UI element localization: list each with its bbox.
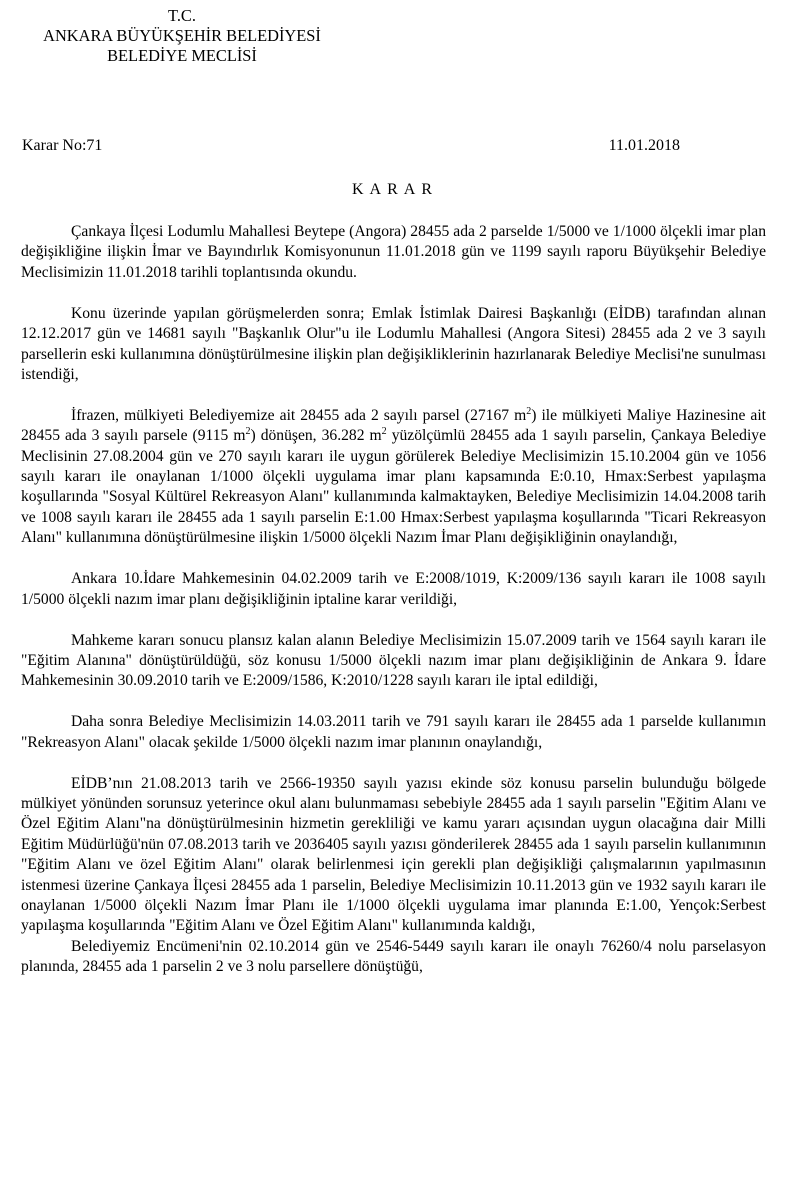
superscript-squared: 2 [381,426,387,438]
paragraph-2: Konu üzerinde yapılan görüşmelerden sonra; Emlak İstimlak Dairesi Başkanlığı (EİDB) tarafından alınan 12.12.2017 gün ve 14681 sayılı "Başkanlık Olur"u ile Lodumlu Mahallesi (Angora Sitesi) 28455 ada 2 ve 3 sayılı parsellerin eski kullanımına dönüştürülmesine ilişkin plan değişikliklerinin hazırlanarak Belediye Meclisi'ne sunulması istendiği, [21,304,766,383]
paragraph-3-part-b: ) ile mülkiyeti Maliye Hazinesine ait 28455 ada 3 sayılı parsele (9115 m [21,406,766,445]
superscript-squared: 2 [526,405,532,417]
paragraph-3-part-a: İfrazen, mülkiyeti Belediyemize ait 28455 ada 2 sayılı parsel (27167 m [71,406,527,424]
header-council: BELEDİYE MECLİSİ [107,46,257,65]
paragraph-3-part-d: yüzölçümlü 28455 ada 1 sayılı parselin, Çankaya Belediye Meclisinin 27.08.2004 gün ve 270 sayılı kararı ile uygun görülerek Belediye Meclisimizin 15.10.2004 gün ve 1056 sayılı kararı ile onaylanan 1/1000 ölçekli uygulama imar planı kapsamında E:0.10, Hmax:Serbest yapılaşma koşullarında "Sosyal Kültürel Rekreasyon Alanı" kullanımında kalmaktayken, Belediye Meclisimizin 14.04.2008 tarih ve 1008 sayılı kararı ile 28455 ada 1 sayılı parselin E:1.00 Hmax:Serbest yapılaşma koşullarında "Ticari Rekreasyon Alanı" kullanımına dönüştürülmesine ilişkin 1/5000 ölçekli Nazım İmar Planı değişikliğinin onaylandığı, [21,427,766,547]
superscript-squared: 2 [245,426,251,438]
document-title: KARAR [351,181,438,198]
document-body [21,222,766,978]
header-tc: T.C. [168,6,196,25]
document-header [32,6,332,66]
decision-number: Karar No:71 [22,137,103,154]
decision-meta [22,136,680,156]
decision-date: 11.01.2018 [608,137,680,154]
paragraph-8: Belediyemiz Encümeni'nin 02.10.2014 gün ve 2546-5449 sayılı kararı ile onaylı 76260/4 nolu parselasyon planında, 28455 ada 1 parselin 2 ve 3 nolu parsellere dönüştüğü, [21,937,766,976]
header-municipality: ANKARA BÜYÜKŞEHİR BELEDİYESİ [43,26,321,45]
paragraph-5: Mahkeme kararı sonucu plansız kalan alanın Belediye Meclisimizin 15.07.2009 tarih ve 1564 sayılı kararı ile "Eğitim Alanına" dönüştürüldüğü, söz konusu 1/5000 ölçekli nazım imar planı değişikliğinin de Ankara 9. İdare Mahkemesinin 30.09.2010 tarih ve E:2009/1586, K:2010/1228 sayılı kararı ile iptal edildiği, [21,631,766,690]
paragraph-3 [21,406,766,549]
paragraph-1: Çankaya İlçesi Lodumlu Mahallesi Beytepe (Angora) 28455 ada 2 parselde 1/5000 ve 1/1000 ölçekli imar plan değişikliğine ilişkin İmar ve Bayındırlık Komisyonunun 11.01.2018 gün ve 1199 sayılı raporu Büyükşehir Belediye Meclisimizin 11.01.2018 tarihli toplantısında okundu. [21,223,766,281]
paragraph-7: EİDB’nın 21.08.2013 tarih ve 2566-19350 sayılı yazısı ekinde söz konusu parselin bulunduğu bölgede mülkiyet yönünden sorunsuz yeterince okul alanı bulunmaması sebebiyle 28455 ada 1 sayılı parselin "Eğitim Alanı ve Özel Eğitim Alanı"na dönüştürülmesinin hizmetin gerekliliği ve kamu yararı açısından uygun olacağına dair Milli Eğitim Müdürlüğü'nün 07.08.2013 tarih ve 2036405 sayılı yazısı gönderilerek 28455 ada 1 sayılı parselin kullanımının "Eğitim Alanı ve özel Eğitim Alanı" olarak belirlenmesi için gerekli plan değişikliği çalışmalarının yapılmasının istenmesi üzerine Çankaya İlçesi 28455 ada 1 parselin, Belediye Meclisimizin 10.11.2013 gün ve 1932 sayılı kararı ile onaylanan 1/5000 ölçekli Nazım İmar Planı ile 1/1000 ölçekli uygulama imar planında E:1.00, Yençok:Serbest yapılaşma koşullarında "Eğitim Alanı ve Özel Eğitim Alanı" kullanımında kaldığı, [21,774,766,935]
paragraph-3-part-c: ) dönüşen, 36.282 m [250,427,382,445]
paragraph-4: Ankara 10.İdare Mahkemesinin 04.02.2009 tarih ve E:2008/1019, K:2009/136 sayılı kararı ile 1008 sayılı 1/5000 ölçekli nazım imar planı değişikliğinin iptaline karar verildiği, [21,570,766,608]
paragraph-6: Daha sonra Belediye Meclisimizin 14.03.2011 tarih ve 791 sayılı kararı ile 28455 ada 1 parselde kullanımın "Rekreasyon Alanı" olacak şekilde 1/5000 ölçekli nazım imar planının onaylandığı, [21,713,766,751]
